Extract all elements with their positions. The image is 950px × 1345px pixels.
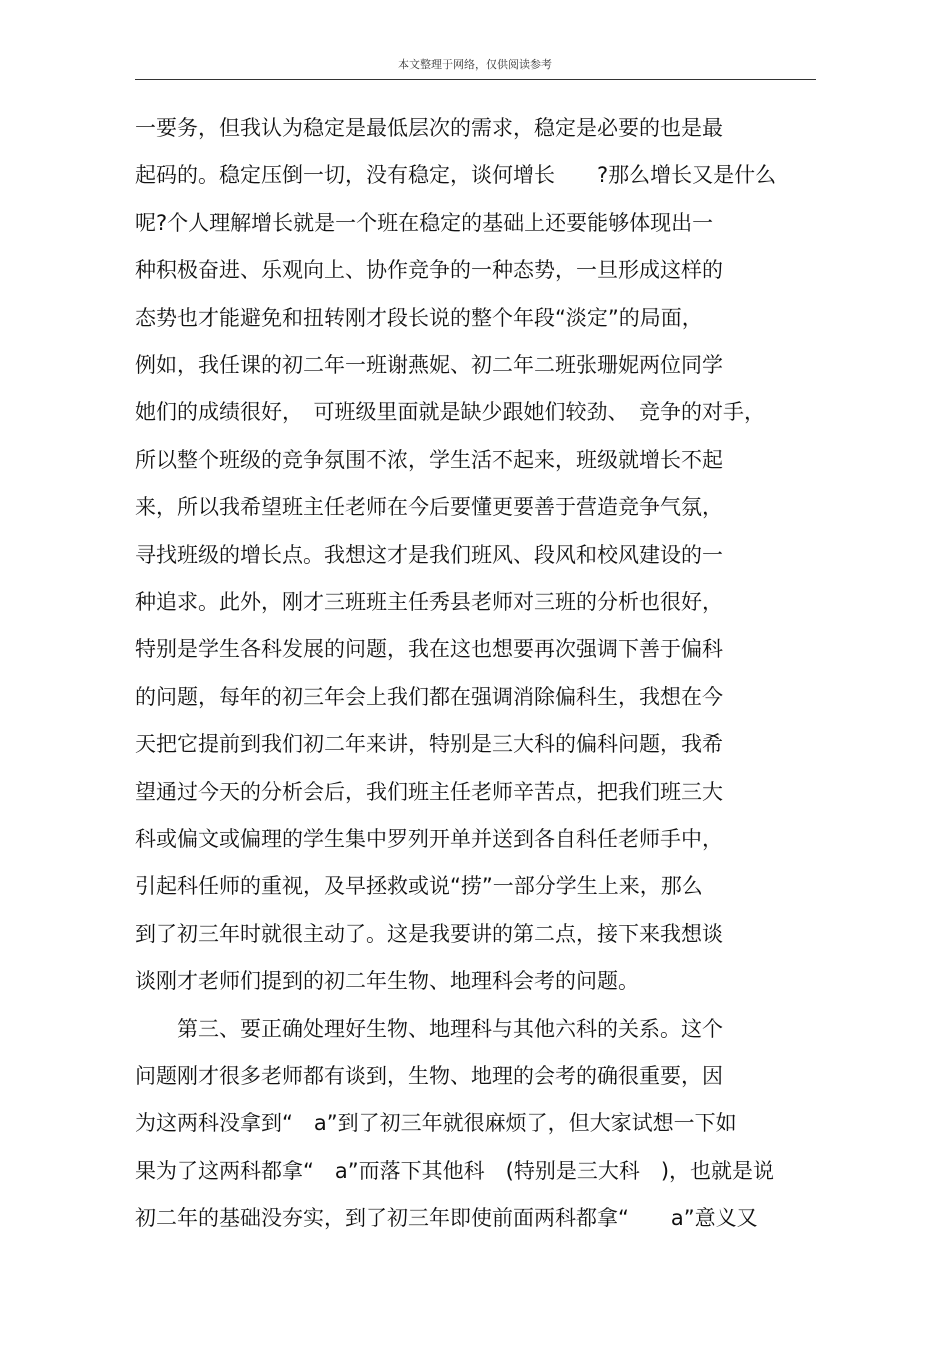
text-line: 为这两科没拿到“ a”到了初三年就很麻烦了，但大家试想一下如	[135, 1111, 737, 1136]
header-divider	[135, 79, 816, 80]
text-line: 态势也才能避免和扭转刚才段长说的整个年段“淡定”的局面，	[135, 305, 703, 330]
text-line: 天把它提前到我们初二年来讲，特别是三大科的偏科问题，我希	[135, 732, 723, 757]
text-line: 果为了这两科都拿“ a”而落下其他科 (特别是三大科 )，也就是说	[135, 1158, 775, 1183]
text-line: 科或偏文或偏理的学生集中罗列开单并送到各自科任老师手中，	[135, 827, 723, 851]
text-line: 望通过今天的分析会后，我们班主任老师辛苦点，把我们班三大	[135, 779, 723, 804]
text-line: 引起科任师的重视，及早拯救或说“捞”一部分学生上来，那么	[135, 874, 703, 899]
text-line: 呢?个人理解增长就是一个班在稳定的基础上还要能够体现出一	[135, 210, 714, 235]
text-line: 起码的。稳定压倒一切，没有稳定，谈何增长 ?那么增长又是什么	[135, 163, 777, 188]
page-header	[0, 58, 950, 72]
text-line: 种积极奋进、乐观向上、协作竞争的一种态势，一旦形成这样的	[135, 258, 723, 283]
text-line: 一要务，但我认为稳定是最低层次的需求，稳定是必要的也是最	[135, 116, 723, 140]
text-line: 问题刚才很多老师都有谈到，生物、地理的会考的确很重要，因	[135, 1064, 723, 1088]
text-line: 特别是学生各科发展的问题，我在这也想要再次强调下善于偏科	[135, 637, 723, 662]
text-line: 所以整个班级的竞争氛围不浓，学生活不起来，班级就增长不起	[135, 447, 723, 472]
text-line: 来，所以我希望班主任老师在今后要懂更要善于营造竞争气氛，	[135, 495, 723, 520]
header-text: 本文整理于网络，仅供阅读参考	[398, 58, 552, 71]
text-line: 初二年的基础没夯实，到了初三年即使前面两科都拿“ a”意义又	[135, 1206, 758, 1231]
text-line: 寻找班级的增长点。我想这才是我们班风、段风和校风建设的一	[135, 542, 723, 567]
text-line: 谈刚才老师们提到的初二年生物、地理科会考的问题。	[135, 969, 639, 994]
text-line: 第三、要正确处理好生物、地理科与其他六科的关系。这个	[135, 1016, 723, 1041]
text-line: 她们的成绩很好， 可班级里面就是缺少跟她们较劲、 竞争的对手，	[135, 400, 765, 425]
text-line: 的问题，每年的初三年会上我们都在强调消除偏科生，我想在今	[135, 684, 723, 709]
text-line: 种追求。此外，刚才三班班主任秀县老师对三班的分析也很好，	[135, 590, 723, 614]
text-line: 到了初三年时就很主动了。这是我要讲的第二点，接下来我想谈	[135, 921, 723, 946]
text-line: 例如，我任课的初二年一班谢燕妮、初二年二班张珊妮两位同学	[135, 353, 723, 377]
